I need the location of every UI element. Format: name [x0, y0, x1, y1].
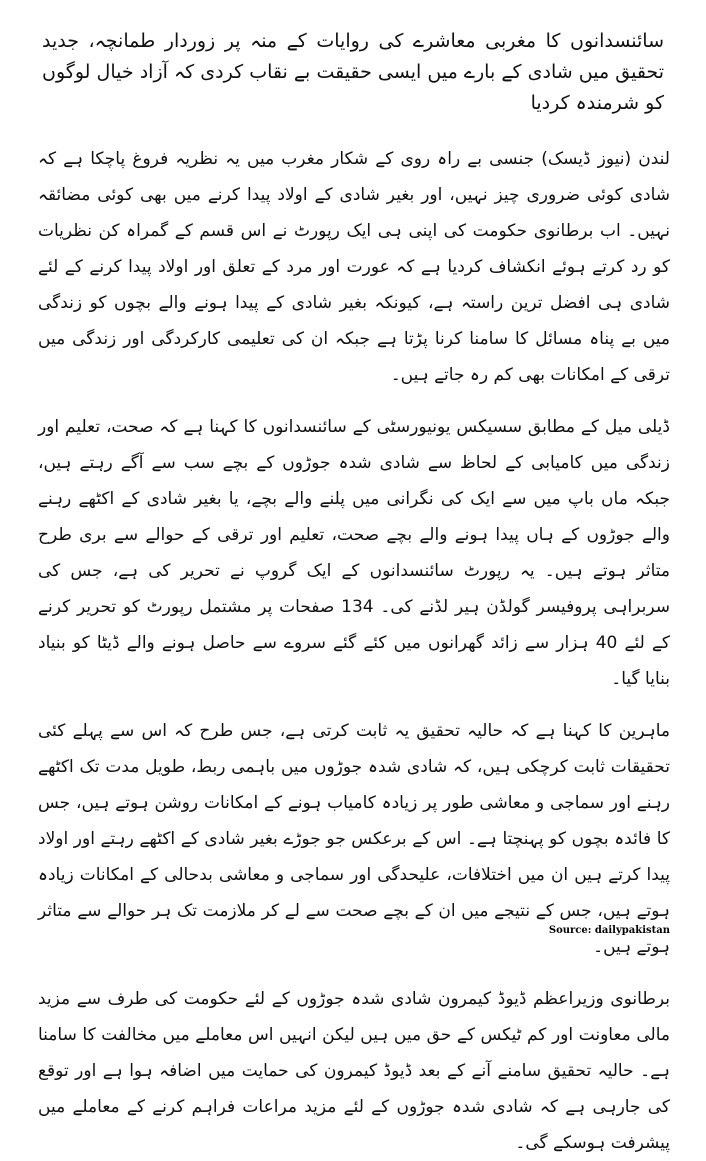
source-credit: Source: dailypakistan	[548, 925, 670, 936]
news-article	[38, 16, 670, 1153]
article-paragraph-3: ماہرین کا کہنا ہے کہ حالیہ تحقیق یہ ثابت کرتی ہے، جس طرح کہ اس سے پہلے کئی تحقیقات ثابت کرچکی ہیں، کہ شادی شدہ جوڑوں میں باہمی ربط، طویل مدت تک اکٹھے رہنے اور سماجی و معاشی طور پر زیادہ کامیاب ہونے کے امکانات روشن ہوتے ہیں، جس کا فائدہ بچوں کو پہنچتا ہے۔ اس کے برعکس جو جوڑے بغیر شادی کے اکٹھے رہتے اور اولاد پیدا کرتے ہیں ان میں اختلافات، علیحدگی اور سماجی و معاشی بدحالی کے امکانات زیادہ ہوتے ہیں، جس کے نتیجے میں ان کے بچے صحت سے لے کر ملازمت تک ہر حوالے سے متاثر ہوتے ہیں۔	[38, 721, 670, 957]
article-paragraph-2: ڈیلی میل کے مطابق سسیکس یونیورسٹی کے سائنسدانوں کا کہنا ہے کہ صحت، تعلیم اور زندگی میں کامیابی کے لحاظ سے شادی شدہ جوڑوں کے بچے سب سے آگے رہتے ہیں، جبکہ ماں باپ میں سے ایک کی نگرانی میں پلنے والے بچے، یا بغیر شادی کے اکٹھے رہنے والے جوڑوں کے ہاں پیدا ہونے والے بچے صحت، تعلیم اور ترقی کے حوالے سے بری طرح متاثر ہوتے ہیں۔ یہ رپورٹ سائنسدانوں کے ایک گروپ نے تحریر کی ہے، جس کی سربراہی پروفیسر گولڈن ہیر لڈنے کی۔ 134 صفحات پر مشتمل رپورٹ کو تحریر کرنے کے لئے 40 ہزار سے زائد گھرانوں میں کئے گئے سروے سے حاصل ہونے والے ڈیٹا کو بنیاد بنایا گیا۔	[38, 417, 670, 689]
article-paragraph-4: برطانوی وزیراعظم ڈیوڈ کیمرون شادی شدہ جوڑوں کے لئے حکومت کی طرف سے مزید مالی معاونت اور کم ٹیکس کے حق میں ہیں لیکن انہیں اس معاملے میں مخالفت کا سامنا ہے۔ حالیہ تحقیق سامنے آنے کے بعد ڈیوڈ کیمرون کی حمایت میں اضافہ ہوا ہے اور توقع کی جارہی ہے کہ شادی شدہ جوڑوں کے لئے مزید مراعات فراہم کرنے کے معاملے میں پیشرفت ہوسکے گی۔	[38, 989, 670, 1153]
article-paragraph-1: لندن (نیوز ڈیسک) جنسی بے راہ روی کے شکار مغرب میں یہ نظریہ فروغ پاچکا ہے کہ شادی کوئی ضروری چیز نہیں، اور بغیر شادی کے اولاد پیدا کرنے میں بھی کوئی مضائقہ نہیں۔ اب برطانوی حکومت کی اپنی ہی ایک رپورٹ نے اس قسم کے گمراہ کن نظریات کو رد کرتے ہوئے انکشاف کردیا ہے کہ عورت اور مرد کے تعلق اور اولاد پیدا کرنے کے لئے شادی ہی افضل ترین راستہ ہے، کیونکہ بغیر شادی کے پیدا ہونے والے بچوں کو زندگی میں بے پناہ مسائل کا سامنا کرنا پڑتا ہے جبکہ ان کی تعلیمی کارکردگی اور زندگی میں ترقی کے امکانات بھی کم رہ جاتے ہیں۔	[38, 149, 670, 385]
article-headline: سائنسدانوں کا مغربی معاشرے کی روایات کے منہ پر زوردار طمانچہ، جدید تحقیق میں شادی کے بارے میں ایسی حقیقت بے نقاب کردی کہ آزاد خیال لوگوں کو شرمندہ کردیا	[42, 30, 664, 114]
